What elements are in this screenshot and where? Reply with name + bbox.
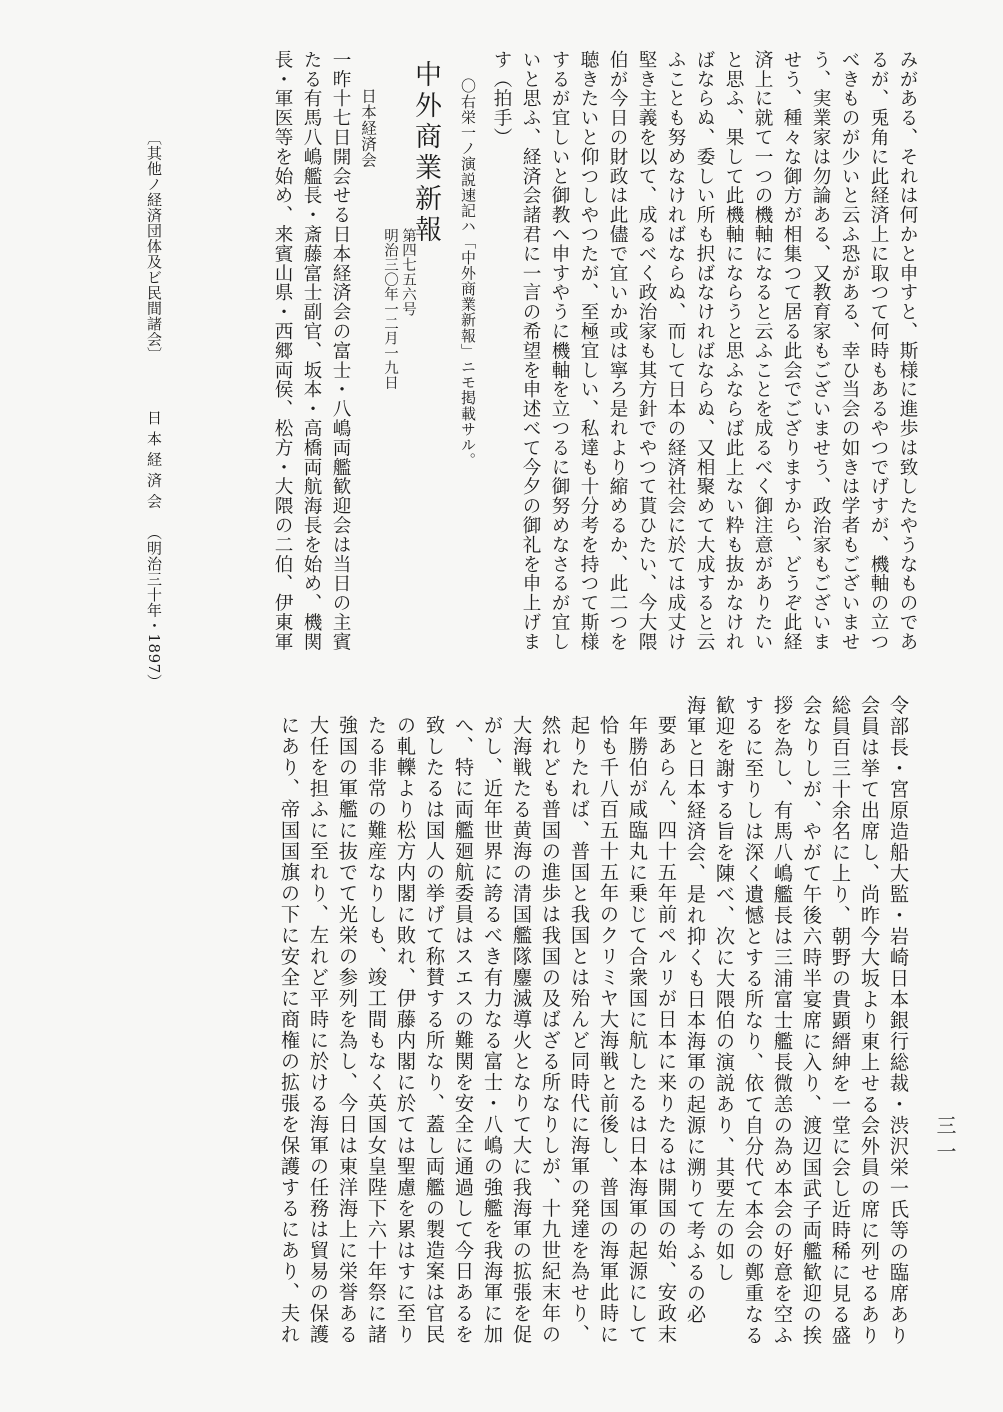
article-line: たる非常の難産なりしも、竣工間もなく英国女皇陛下六十年祭に諸 <box>365 715 388 1345</box>
newspaper-title: 中外商業新報 <box>410 60 441 246</box>
article-line: 致したるは国人の挙げて称賛する所なり、蓋し両艦の製造案は官民 <box>423 715 446 1345</box>
article-line: 強国の軍艦に抜でて光栄の参列を為し、今日は東洋海上に栄誉ある <box>336 715 359 1345</box>
article-line: するに至りしは深く遺憾とする所なり、依て自分代て本会の鄭重なる <box>742 695 765 1346</box>
issue-number: 第四七五六号 <box>400 228 416 317</box>
article-line: 然れども普国の進歩は我国の及ばざる所なりしが、十九世紀末年の <box>539 715 562 1345</box>
speech-line: ふことも努めなければならぬ、而して日本の経済社会に於ては成丈け <box>665 50 686 652</box>
article-line: 大海戦たる黄海の清国艦隊鏖滅導火となりて大に我海軍の拡張を促 <box>510 715 533 1345</box>
article-line: の軋轢より松方内閣に敗れ、伊藤内閣に於ては聖慮を累はすに至り <box>394 715 417 1345</box>
article-line: 大任を担ふに至れり、左れど平時に於ける海軍の任務は貿易の保護 <box>307 715 330 1345</box>
article-line: たる有馬八嶋艦長・斎藤富士副官、坂本・高橋両航海長を始め、機関 <box>301 50 322 652</box>
article-line: 恰も千八百五十五年のクリミヤ大海戦と前後し、普国の海軍此時に <box>597 715 620 1345</box>
footer-year: （明治三十年・1897） <box>145 525 163 690</box>
footer-category: 〔其他ノ経済団体及ビ民間諸会〕 <box>145 130 163 363</box>
speech-line: 済上に就て一つの機軸になると云ふことを成るべく御注意がありたい <box>752 50 773 652</box>
article-line: 総員百三十余名に上り、朝野の貴顕縉紳を一堂に会し近時稀に見る盛 <box>829 695 852 1346</box>
speech-line: 聴きたいと仰つしやつたが、至極宜しい、私達も十分考を持つて斯様 <box>578 50 599 652</box>
speech-line: みがある、それは何かと申すと、斯様に進歩は致したやうなものであ <box>897 50 918 652</box>
speech-line: るが、兎角に此経済上に取つて何時もあるやつでげすが、機軸の立つ <box>868 50 889 652</box>
article-line: 長・軍医等を始め、来賓山県・西郷両侯、松方・大隈の二伯、伊東軍 <box>272 50 293 652</box>
article-line: 海軍と日本経済会、是れ抑くも日本海軍の起源に溯りて考ふるの必 <box>684 695 707 1325</box>
speech-line: ばならぬ、委しい所も択ばなければならぬ、又相聚めて大成すると云 <box>694 50 715 652</box>
speech-line: いと思ふ、経済会諸君に一言の希望を申述べて今夕の御礼を申上げま <box>520 50 541 652</box>
speech-line: べきものが少いと云ふ恐がある、幸ひ当会の如きは学者もございませ <box>839 50 860 652</box>
article-line: 会員は挙て出席し、尚昨今大坂より東上せる会外員の席に列せるあり <box>858 695 881 1346</box>
speech-line: と思ふ、果して此機軸にならうと思ふならば此上ない粋も抜かなけれ <box>723 50 744 652</box>
speech-line: う、実業家は勿論ある、又教育家もございませう、政治家もございま <box>810 50 831 652</box>
issue-date: 明治三〇年一二月一九日 <box>382 228 398 390</box>
article-line: 起りたれば、普国と我国とは殆んど同時代に海軍の発達を為せり、 <box>568 715 591 1345</box>
speech-line: せう、種々な御方が相集つて居る此会でござりますから、どうぞ此経 <box>781 50 802 652</box>
article-line: 歓迎を謝する旨を陳べ、次に大隈伯の演説あり、其要左の如し <box>713 695 736 1283</box>
page-number: 三一 <box>933 1115 957 1167</box>
speech-line: す（拍手） <box>491 50 512 147</box>
article-line: 拶を為し、有馬八嶋艦長は三浦富士艦長微恙の為め本会の好意を空ふ <box>771 695 794 1346</box>
article-line: 要あらん、四十五年前ペルリが日本に来りたるは開国の始、安政末 <box>655 715 678 1345</box>
article-line: 令部長・宮原造船大監・岩崎日本銀行総裁・渋沢栄一氏等の臨席あり <box>887 695 910 1346</box>
article-line: 年勝伯が咸臨丸に乗じて合衆国に航したるは日本海軍の起源にして <box>626 715 649 1345</box>
speech-line: 伯が今日の財政は此儘で宜いか或は寧ろ是れより縮めるか、此二つを <box>607 50 628 652</box>
article-line: がし、近年世界に誇るべき有力なる富士・八嶋の強艦を我海軍に加 <box>481 715 504 1345</box>
editorial-note: 〇右栄一ノ演説速記ハ「中外商業新報」ニモ掲載サル。 <box>459 78 477 468</box>
speech-line: するが宜しいと御教へ申すやうに機軸を立つるに御努めなさるが宜し <box>549 50 570 652</box>
article-line: 会なりしが、やがて午後六時半宴席に入り、渡辺国武子両艦歓迎の挨 <box>800 695 823 1346</box>
article-line: にあり、帝国国旗の下に安全に商権の拡張を保護するにあり、夫れ <box>278 715 301 1345</box>
speech-line: 堅き主義を以て、成るべく政治家も其方針でやつて貰ひたい、今大隈 <box>636 50 657 652</box>
article-line: 一昨十七日開会せる日本経済会の富士・八嶋両艦歓迎会は当日の主賓 <box>330 50 351 652</box>
section-heading: 日本経済会 <box>359 88 377 168</box>
footer-org: 日 本 経 済 会 <box>145 410 163 509</box>
article-line: へ、特に両艦廻航委員はスエスの難関を安全に通過して今日あるを <box>452 715 475 1345</box>
